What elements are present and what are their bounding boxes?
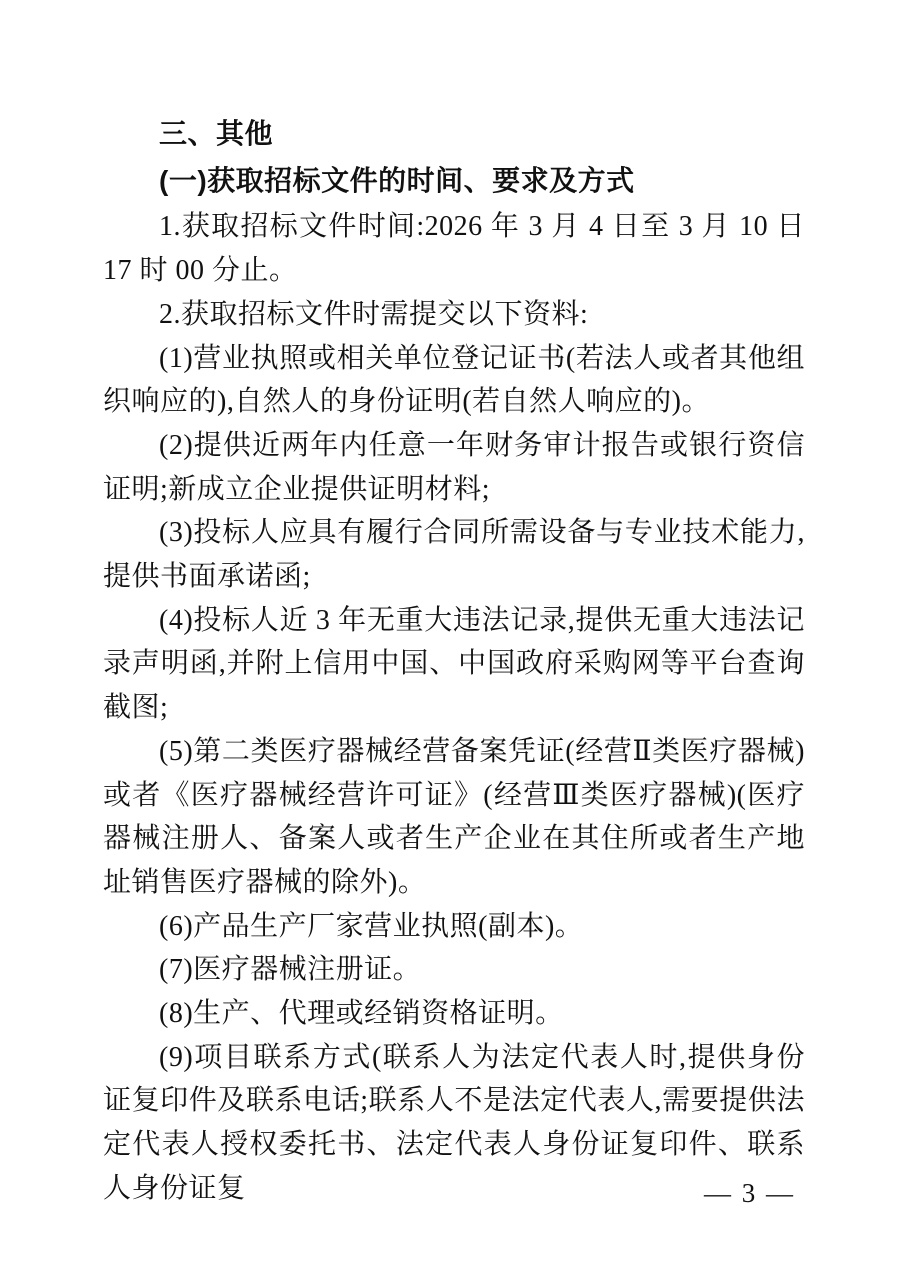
document-body	[103, 112, 805, 1211]
section-heading: 三、其他	[159, 118, 274, 149]
page-number: — 3 —	[704, 1178, 795, 1208]
paragraph: 1.获取招标文件时间:2026 年 3 月 4 日至 3 月 10 日 17 时 00 分止。	[103, 211, 805, 287]
paragraph: (4)投标人近 3 年无重大违法记录,提供无重大违法记录声明函,并附上信用中国、中国政府采购网等平台查询截图;	[103, 604, 805, 724]
paragraph: (2)提供近两年内任意一年财务审计报告或银行资信证明;新成立企业提供证明材料;	[103, 429, 805, 505]
paragraph: (7)医疗器械注册证。	[159, 954, 422, 986]
paragraph: (8)生产、代理或经销资格证明。	[159, 998, 564, 1030]
paragraph: (5)第二类医疗器械经营备案凭证(经营Ⅱ类医疗器械)或者《医疗器械经营许可证》(经营Ⅲ类医疗器械)(医疗器械注册人、备案人或者生产企业在其住所或者生产地址销售医疗器械的除外)。	[103, 735, 805, 898]
section-heading: (一)获取招标文件的时间、要求及方式	[159, 164, 635, 196]
paragraph: (9)项目联系方式(联系人为法定代表人时,提供身份证复印件及联系电话;联系人不是法定代表人,需要提供法定代表人授权委托书、法定代表人身份证复印件、联系人身份证复	[103, 1041, 805, 1204]
paragraph: (1)营业执照或相关单位登记证书(若法人或者其他组织响应的),自然人的身份证明(若自然人响应的)。	[103, 342, 805, 418]
paragraph: 2.获取招标文件时需提交以下资料:	[159, 298, 589, 330]
paragraph: (6)产品生产厂家营业执照(副本)。	[159, 910, 584, 942]
paragraph: (3)投标人应具有履行合同所需设备与专业技术能力,提供书面承诺函;	[103, 517, 805, 593]
